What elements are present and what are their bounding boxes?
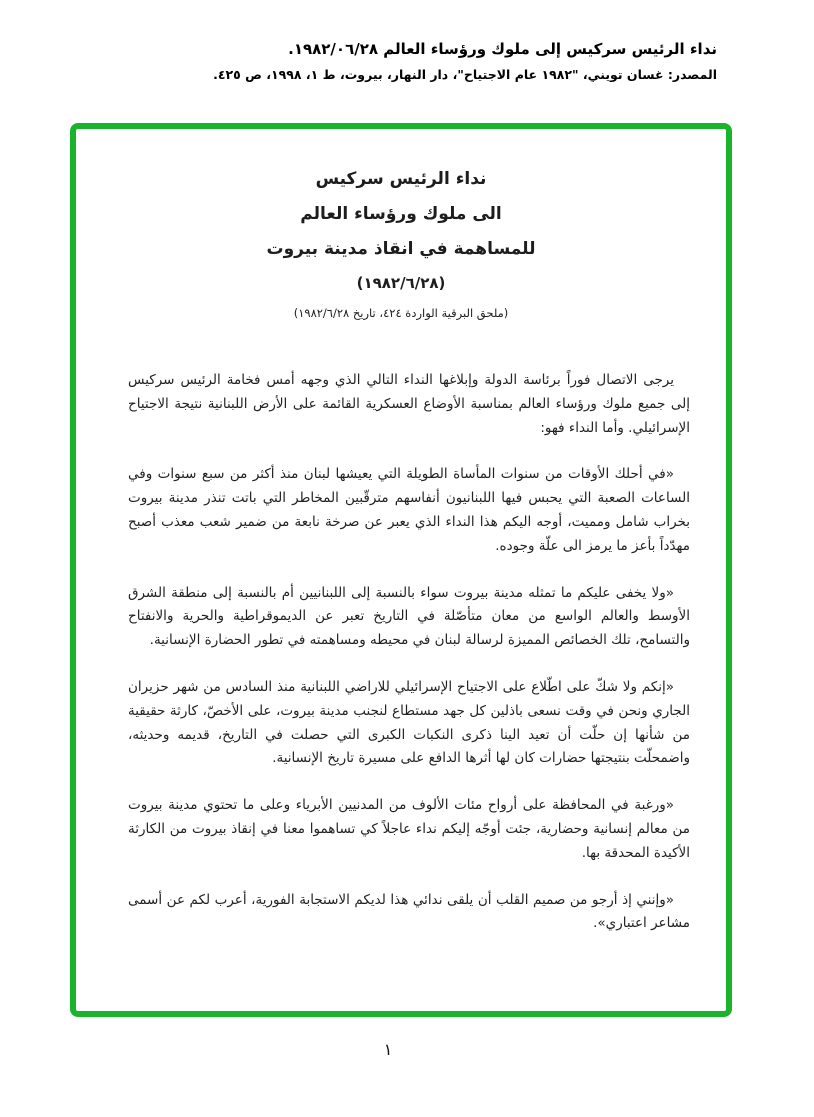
paragraph-appeal-2: «ولا يخفى عليكم ما تمثله مدينة بيروت سواء بالنسبة إلى اللبنانيين أم بالنسبة إلى منطقة الشرق الأوسط والعالم الواسع من معان متأصّلة في التاريخ تعبر عن الديموقراطية والحرية والانفتاح والتسامح، تلك الخصائص المميزة لرسالة لبنان في محيطه ومساهمته في تطور الحضارة الإنسانية. bbox=[128, 584, 690, 649]
citation-title: نداء الرئيس سركيس إلى ملوك ورؤساء العالم ١٩٨٢/٠٦/٢٨. bbox=[288, 40, 717, 58]
document-title-line-3: للمساهمة في انقاذ مدينة بيروت bbox=[266, 239, 536, 259]
document-title-line-2: الى ملوك ورؤساء العالم bbox=[300, 204, 502, 224]
document-title-block bbox=[76, 162, 726, 325]
page-number: ١ bbox=[383, 1040, 393, 1059]
paragraph-closing: «وإنني إذ أرجو من صميم القلب أن يلقى ندائي هذا لديكم الاستجابة الفورية، أعرب لكم عن أسمى مشاعر اعتباري». bbox=[128, 891, 690, 932]
document-title-line-1: نداء الرئيس سركيس bbox=[315, 169, 487, 189]
citation-source: المصدر: غسان تويني، "١٩٨٢ عام الاجتياح"، دار النهار، بيروت، ط ١، ١٩٩٨، ص ٤٢٥. bbox=[213, 67, 717, 82]
document-date: (١٩٨٢/٦/٢٨) bbox=[356, 274, 446, 292]
paragraph-intro: يرجى الاتصال فوراً برئاسة الدولة وإبلاغها النداء التالي الذي وجهه أمس فخامة الرئيس سركيس إلى جميع ملوك ورؤساء العالم بمناسبة الأوضاع العسكرية القائمة على الأرض اللبنانية نتيجة الاجتياح الإسرائيلي. وأما النداء فهو: bbox=[128, 372, 690, 436]
document-scan-frame bbox=[70, 123, 732, 1017]
paragraph-appeal-3: «إنكم ولا شكّ على اطّلاع على الاجتياح الإسرائيلي للاراضي اللبنانية منذ السادس من شهر حزيران الجاري ونحن في وقت نسعى باذلين كل جهد مستطاع لنجنب مدينة بيروت، على الأخصّ، كارثة حقيقية من شأنها إن حلّت أن تعيد الينا ذكرى النكبات الكبرى التي حصلت في التاريخ، قديمه وحديثه، واضمحلّت بنتيجتها حضارات كان لها أثرها الدافع على مسيرة تاريخ الإنسانية. bbox=[128, 678, 690, 767]
document-body bbox=[76, 369, 726, 936]
citation-header bbox=[90, 40, 717, 82]
paragraph-appeal-4: «ورغبة في المحافظة على أرواح مئات الألوف من المدنيين الأبرياء وعلى ما تحتوي مدينة بيروت من معالم إنسانية وحضارية، جئت أوجّه إليكم نداء عاجلاً كي تساهموا معنا في إنقاذ بيروت من الكارثة الأكيدة المحدقة بها. bbox=[128, 797, 690, 861]
document-annex-note: (ملحق البرقية الواردة ٤٢٤، تاريخ ١٩٨٢/٦/٢٨) bbox=[293, 306, 509, 320]
paragraph-appeal-1: «في أحلك الأوقات من سنوات المأساة الطويلة التي يعيشها لبنان منذ أكثر من سبع سنوات وفي الساعات الصعبة التي يحبس فيها اللبنانيون أنفاسهم مترقّبين المخاطر التي باتت تنذر مدينة بيروت بخراب شامل ومميت، أوجه اليكم هذا النداء الذي يعبر عن صرخة نابعة من ضمير شعب معذب أصبح مهدّداً بأعز ما يرمز الى علّة وجوده. bbox=[128, 466, 690, 554]
